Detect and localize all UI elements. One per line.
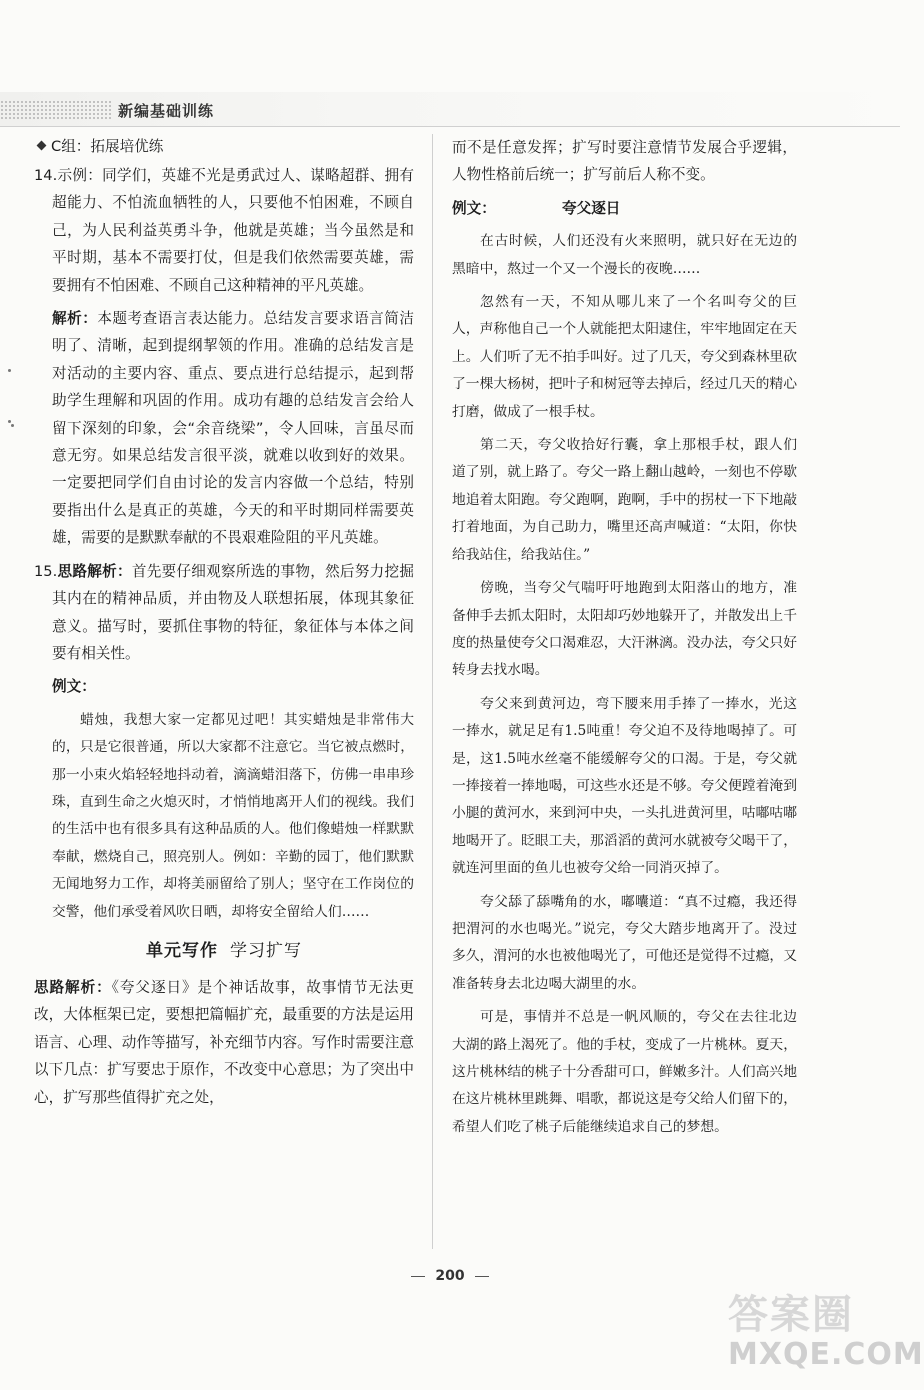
series-title: 新编基础训练 — [118, 102, 215, 120]
essay-paragraph: 第二天，夸父收拾好行囊，拿上那根手杖，跟人们道了别，就上路了。夸父一路上翻山越岭，一刻也不停歇地追着太阳跑。夸父跑啊，跑啊，手中的拐杖一下下地敲打着地面，为自己助力，嘴里还高声喊道：“太阳，你快给我站住，给我站住。” — [452, 437, 797, 563]
q14-analysis: 解析：本题考查语言表达能力。总结发言要求语言简洁明了、清晰，起到提纲挈领的作用。准确的总结发言是对活动的主要内容、重点、要点进行总结提示，起到帮助学生理解和巩固的作用。成功有趣的总结发言会给人留下深刻的印象，会“余音绕梁”，令人回味，言虽尽而意无穷。如果总结发言很平淡，就难以收到好的效果。一定要把同学们自由讨论的发言内容做一个总结，特别要指出什么是真正的英雄，今天的和平时期同样需要英雄，需要的是默默奉献的不畏艰难险阻的平凡英雄。 — [52, 310, 414, 547]
page-number: 200 — [0, 1268, 900, 1284]
essay-paragraph: 夸父来到黄河边，弯下腰来用手捧了一捧水，光这一捧水，就足足有1.5吨重！夸父迫不及待地喝掉了。可是，这1.5吨水丝毫不能缓解夸父的口渴。于是，夸父就一捧接着一捧地喝，可这些水还是不够。夸父便蹚着淹到小腿的黄河水，来到河中央，一头扎进黄河里，咕嘟咕嘟地喝开了。眨眼工夫，那滔滔的黄河水就被夸父喝干了，就连河里面的鱼儿也被夸父给一同消灭掉了。 — [452, 695, 797, 877]
q15-approach: 15.思路解析：首先要仔细观察所选的事物，然后努力挖掘其内在的精神品质，并由物及人联想拓展，体现其象征意义。描写时，要抓住事物的特征，象征体与本体之间要有相关性。 — [34, 562, 414, 662]
q15-example-label: 例文： — [52, 678, 96, 696]
writing-continuation: 而不是任意发挥；扩写时要注意情节发展合乎逻辑，人物性格前后统一；扩写前后人称不变。 — [452, 139, 797, 184]
essay-paragraph: 忽然有一天，不知从哪儿来了一个名叫夸父的巨人，声称他自己一个人就能把太阳逮住，牢牢地固定在天上。人们听了无不拍手叫好。过了几天，夸父到森林里砍了一棵大杨树，把叶子和树冠等去掉后，经过几天的精心打磨，做成了一根手杖。 — [452, 294, 797, 420]
writing-approach: 思路解析：《夸父逐日》是个神话故事，故事情节无法更改，大体框架已定，要想把篇幅扩充，最重要的方法是运用语言、心理、动作等描写，补充细节内容。写作时需要注意以下几点：扩写要忠于原作，不改变中心意思；为了突出中心，扩写那些值得扩充之处， — [34, 978, 414, 1106]
q15-essay: 蜡烛，我想大家一定都见过吧！其实蜡烛是非常伟大的，只是它很普通，所以大家都不注意它。当它被点燃时，那一小束火焰轻轻地抖动着，滴滴蜡泪落下，仿佛一串串珍珠，直到生命之火熄灭时，才悄悄地离开人们的视线。我们的生活中也有很多具有这种品质的人。他们像蜡烛一样默默奉献，燃烧自己，照亮别人。例如：辛勤的园丁，他们默默无闻地努力工作，却将美丽留给了别人；坚守在工作岗位的交警，他们承受着风吹日晒，却将安全留给人们…… — [52, 711, 414, 920]
essay-body — [452, 228, 797, 1141]
left-column — [34, 134, 414, 1111]
right-column — [452, 134, 797, 1147]
margin-mark — [8, 420, 11, 423]
header-rule — [0, 126, 900, 127]
diamond-bullet-icon — [37, 141, 47, 151]
essay-paragraph: 可是，事情并不总是一帆风顺的，夸父在去往北边大湖的路上渴死了。他的手杖，变成了一片桃林。夏天，这片桃林结的桃子十分香甜可口，鲜嫩多汁。人们高兴地在这片桃林里跳舞、唱歌，都说这是夸父给人们留下的，希望人们吃了桃子后能继续追求自己的梦想。 — [452, 1009, 797, 1135]
essay-paragraph: 在古时候，人们还没有火来照明，就只好在无边的黑暗中，熬过一个又一个漫长的夜晚…… — [452, 233, 797, 277]
section-title: 单元写作 学习扩写 — [146, 940, 302, 961]
watermark-logo: 答案圈 MXQE.COM — [728, 1292, 924, 1372]
essay-paragraph: 傍晚，当夸父气喘吁吁地跑到太阳落山的地方，准备伸手去抓太阳时，太阳却巧妙地躲开了，并散发出上千度的热量使夸父口渴难忍，大汗淋漓。没办法，夸父只好转身去找水喝。 — [452, 580, 797, 679]
column-divider — [432, 134, 433, 1249]
essay-paragraph: 夸父舔了舔嘴角的水，嘟囔道：“真不过瘾，我还得把渭河的水也喝光。”说完，夸父大踏步地离开了。没过多久，渭河的水也被他喝光了，可他还是觉得不过瘾，又准备转身去北边喝大湖里的水。 — [452, 893, 797, 992]
header-dot-pattern — [0, 100, 112, 120]
example-heading: 例文： 夸父逐日 — [452, 199, 621, 217]
margin-mark — [8, 369, 11, 372]
group-label: C组：拓展培优练 — [34, 134, 414, 160]
margin-mark — [11, 424, 14, 427]
q14-example: 14.示例：同学们，英雄不光是勇武过人、谋略超群、拥有超能力、不怕流血牺牲的人，只要他不怕困难，不顾自己，为人民利益英勇斗争，他就是英雄；当今虽然是和平时期，基本不需要打仗，但是我们依然需要英雄，需要拥有不怕困难、不顾自己这种精神的平凡英雄。 — [34, 167, 414, 294]
